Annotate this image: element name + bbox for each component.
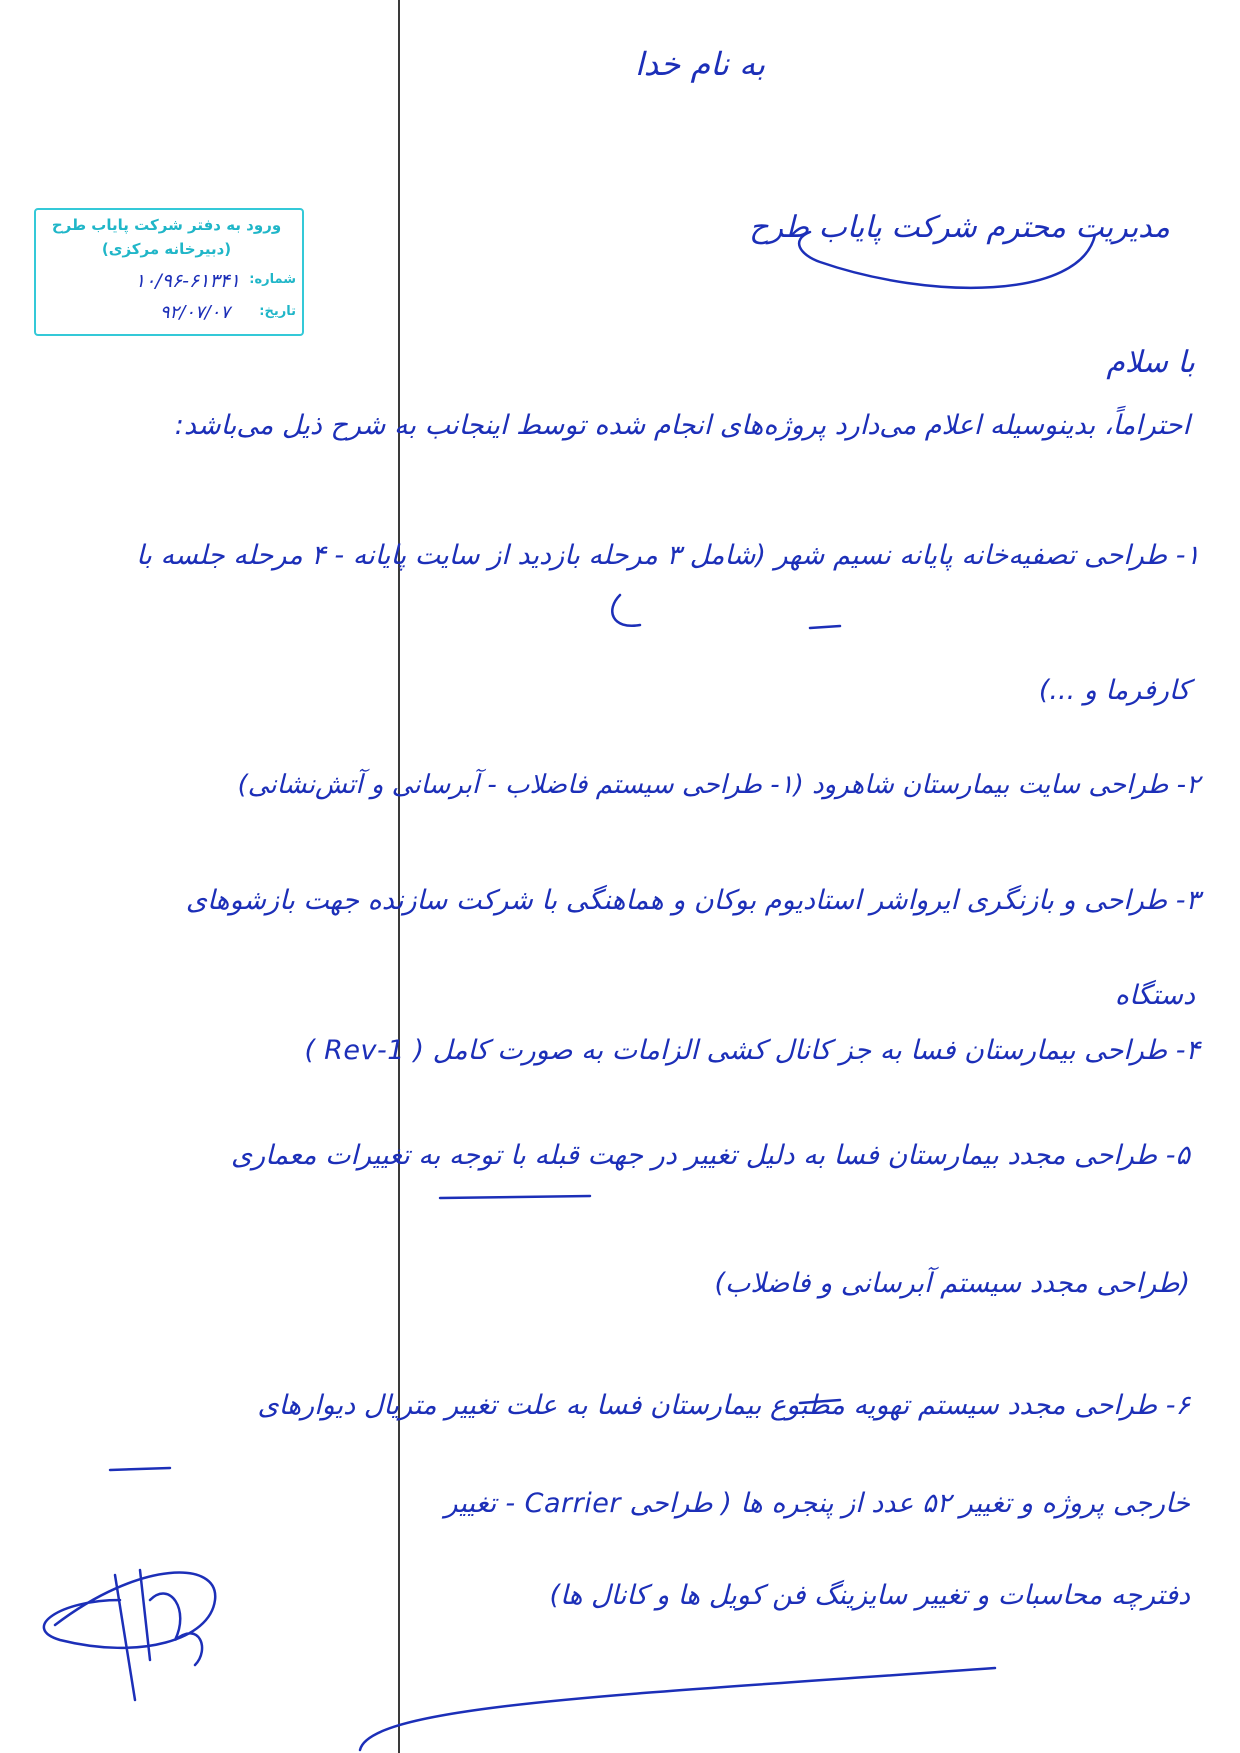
project-item-6-continued: خارجی پروژه و تغییر ۵۲ عدد از پنجره ها ( طراحی Carrier - تغییر (444, 1488, 1190, 1519)
letter-heading: به نام خدا (634, 45, 766, 83)
stamp-date-label: تاریخ: (259, 304, 296, 319)
letter-recipient: مدیریت محترم شرکت پایاب طرح (749, 210, 1170, 245)
project-item-5: ۵- طراحی مجدد بیمارستان فسا به دلیل تغییر در جهت قبله با توجه به تغییرات معماری (230, 1140, 1190, 1171)
signature (44, 1570, 215, 1700)
item-6-overline (110, 1468, 170, 1470)
stamp-subtitle: (دبیرخانه مرکزی) (101, 240, 232, 258)
letter-greeting: با سلام (1106, 345, 1195, 380)
project-item-6: ۶- طراحی مجدد سیستم تهویه مطبوع بیمارستان فسا به علت تغییر متریال دیوارهای (257, 1390, 1190, 1421)
project-item-2: ۲- طراحی سایت بیمارستان شاهرود (۱- طراحی سیستم فاضلاب - آبرسانی و آتش‌نشانی) (237, 770, 1200, 800)
project-item-6-continued-2: دفترچه محاسبات و تغییر سایز‌ینگ فن کویل ها و کانال ها) (549, 1580, 1190, 1611)
project-item-4: ۴- طراحی بیمارستان فسا به جز کانال کشی الزامات به صورت کامل ( Rev-1 ) (304, 1035, 1200, 1066)
receipt-stamp (34, 208, 304, 336)
bottom-flourish (360, 1668, 995, 1750)
letter-intro: احتراماً، بدینوسیله اعلام می‌دارد پروژه‌های انجام شده توسط اینجانب به شرح ذیل می‌باشد: (174, 410, 1190, 441)
stamp-number: ۱۰/۹۶-۶۱۳۴۱ (134, 270, 240, 292)
project-item-1-continued: کارفرما و ...) (1038, 675, 1190, 706)
item-1-mark (612, 595, 640, 626)
project-item-5-continued: (طراحی مجدد سیستم آبرسانی و فاضلاب) (714, 1268, 1190, 1299)
project-item-1: ۱- طراحی تصفیه‌خانه پایانه نسیم شهر (شامل ۳ مرحله بازدید از سایت پایانه - ۴ مرحله جلسه با (136, 540, 1200, 571)
item-1-dash (810, 626, 840, 628)
project-item-3-continued: دستگاه (1114, 980, 1195, 1011)
item-5-underline (440, 1196, 590, 1198)
stamp-number-label: شماره: (249, 272, 296, 287)
project-item-3: ۳- طراحی و بازنگری ایرواشر استادیوم بوکان و هماهنگی با شرکت سازنده جهت بازشوهای (185, 885, 1200, 916)
stamp-title: ورود به دفتر شرکت پایاب طرح (51, 216, 282, 234)
stamp-date: ۹۲/۰۷/۰۷ (159, 302, 230, 323)
